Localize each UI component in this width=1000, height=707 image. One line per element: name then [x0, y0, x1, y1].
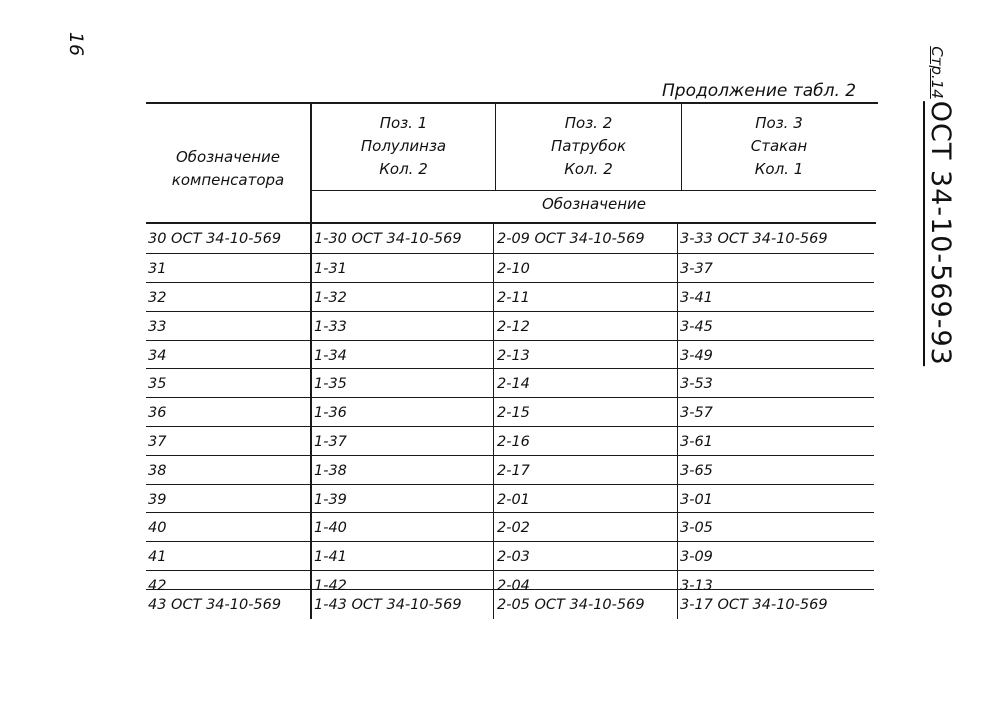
table-cell-pos3: 3-61 — [680, 434, 713, 450]
table-cell-pos2: 2-03 — [497, 549, 530, 565]
table-cell-pos3: 3-53 — [680, 376, 713, 392]
table-cell-pos3: 3-33 ОСТ 34-10-569 — [680, 231, 828, 247]
table-cell-comp: 43 ОСТ 34-10-569 — [148, 597, 282, 613]
header-pos3 — [682, 112, 876, 181]
table-cell-pos2: 2-10 — [497, 261, 530, 277]
table-cell-comp: 32 — [148, 290, 167, 306]
header-pos1-name: Полулинза — [360, 137, 447, 155]
row-separator — [146, 253, 874, 254]
table-cell-pos3: 3-57 — [680, 405, 713, 421]
table-cell-comp: 36 — [148, 405, 167, 421]
table-cell-comp: 41 — [148, 549, 167, 565]
table-cell-pos1: 1-36 — [314, 405, 347, 421]
table-cell-pos2: 2-05 ОСТ 34-10-569 — [497, 597, 645, 613]
table-cell-comp: 33 — [148, 319, 167, 335]
table-cell-pos2: 2-04 — [497, 578, 530, 594]
row-separator — [146, 512, 874, 513]
header-designation-line1: Обозначение — [175, 148, 281, 166]
table-cell-comp: 35 — [148, 376, 167, 392]
table-continuation-label: Продолжение табл. 2 — [662, 81, 857, 101]
header-bottom-border — [146, 222, 876, 224]
row-separator — [146, 282, 874, 283]
row-separator — [146, 541, 874, 542]
table-cell-pos1: 1-39 — [314, 492, 347, 508]
table-cell-comp: 30 ОСТ 34-10-569 — [148, 231, 282, 247]
header-pos1-qty: Кол. 2 — [379, 160, 428, 178]
table-cell-pos2: 2-14 — [497, 376, 530, 392]
table-cell-pos3: 3-09 — [680, 549, 713, 565]
header-pos2-number: Поз. 2 — [564, 114, 613, 132]
standard-code: ОСТ 34-10-569-93 — [925, 100, 956, 366]
table-cell-comp: 37 — [148, 434, 167, 450]
page-number: 16 — [65, 31, 88, 57]
table-cell-pos1: 1-42 — [314, 578, 347, 594]
header-pos1-number: Поз. 1 — [379, 114, 428, 132]
row-separator — [146, 340, 874, 341]
header-pos3-number: Поз. 3 — [755, 114, 803, 132]
table-cell-pos1: 1-34 — [314, 348, 347, 364]
row-separator — [146, 455, 874, 456]
header-designation-line2: компенсатора — [171, 171, 285, 189]
header-subheader: Обозначение — [541, 195, 647, 213]
table-cell-pos2: 2-09 ОСТ 34-10-569 — [497, 231, 645, 247]
standard-page-number: Стр.14 — [928, 46, 946, 99]
row-separator — [146, 484, 874, 485]
table-cell-pos3: 3-41 — [680, 290, 713, 306]
table-cell-pos2: 2-11 — [497, 290, 530, 306]
row-separator — [146, 426, 874, 427]
header-divider — [310, 190, 876, 191]
table-cell-pos2: 2-02 — [497, 520, 530, 536]
table-cell-pos3: 3-37 — [680, 261, 713, 277]
row-separator — [146, 570, 874, 571]
standard-reference — [918, 46, 960, 366]
header-pos1 — [312, 112, 495, 181]
table-cell-pos2: 2-12 — [497, 319, 530, 335]
table-cell-pos3: 3-45 — [680, 319, 713, 335]
table-cell-pos3: 3-49 — [680, 348, 713, 364]
table-cell-pos1: 1-41 — [314, 549, 347, 565]
header-designation — [146, 146, 310, 192]
table-cell-comp: 34 — [148, 348, 167, 364]
table-cell-pos1: 1-37 — [314, 434, 347, 450]
table-cell-pos1: 1-33 — [314, 319, 347, 335]
header-pos2-name: Патрубок — [550, 137, 627, 155]
table-cell-pos3: 3-05 — [680, 520, 713, 536]
table-top-border — [146, 102, 878, 104]
table-cell-pos3: 3-65 — [680, 463, 713, 479]
table-cell-pos3: 3-17 ОСТ 34-10-569 — [680, 597, 828, 613]
table-cell-comp: 42 — [148, 578, 167, 594]
header-pos3-name: Стакан — [750, 137, 808, 155]
row-separator — [146, 368, 874, 369]
table-cell-pos1: 1-43 ОСТ 34-10-569 — [314, 597, 462, 613]
table-cell-pos1: 1-40 — [314, 520, 347, 536]
table-cell-pos2: 2-01 — [497, 492, 530, 508]
table-cell-comp: 39 — [148, 492, 167, 508]
table-cell-pos2: 2-17 — [497, 463, 530, 479]
table-cell-pos3: 3-01 — [680, 492, 713, 508]
header-pos2 — [496, 112, 681, 181]
table-cell-pos1: 1-38 — [314, 463, 347, 479]
table-cell-pos2: 2-15 — [497, 405, 530, 421]
table-cell-pos3: 3-13 — [680, 578, 713, 594]
row-separator — [146, 397, 874, 398]
table-cell-comp: 38 — [148, 463, 167, 479]
header-pos3-qty: Кол. 1 — [754, 160, 804, 178]
table-cell-pos1: 1-35 — [314, 376, 347, 392]
table-cell-pos2: 2-13 — [497, 348, 530, 364]
table-cell-comp: 31 — [148, 261, 167, 277]
table-cell-pos1: 1-30 ОСТ 34-10-569 — [314, 231, 462, 247]
header-pos2-qty: Кол. 2 — [564, 160, 613, 178]
table-cell-pos1: 1-32 — [314, 290, 347, 306]
row-separator — [146, 311, 874, 312]
table-cell-pos2: 2-16 — [497, 434, 530, 450]
table-cell-comp: 40 — [148, 520, 167, 536]
table-cell-pos1: 1-31 — [314, 261, 347, 277]
